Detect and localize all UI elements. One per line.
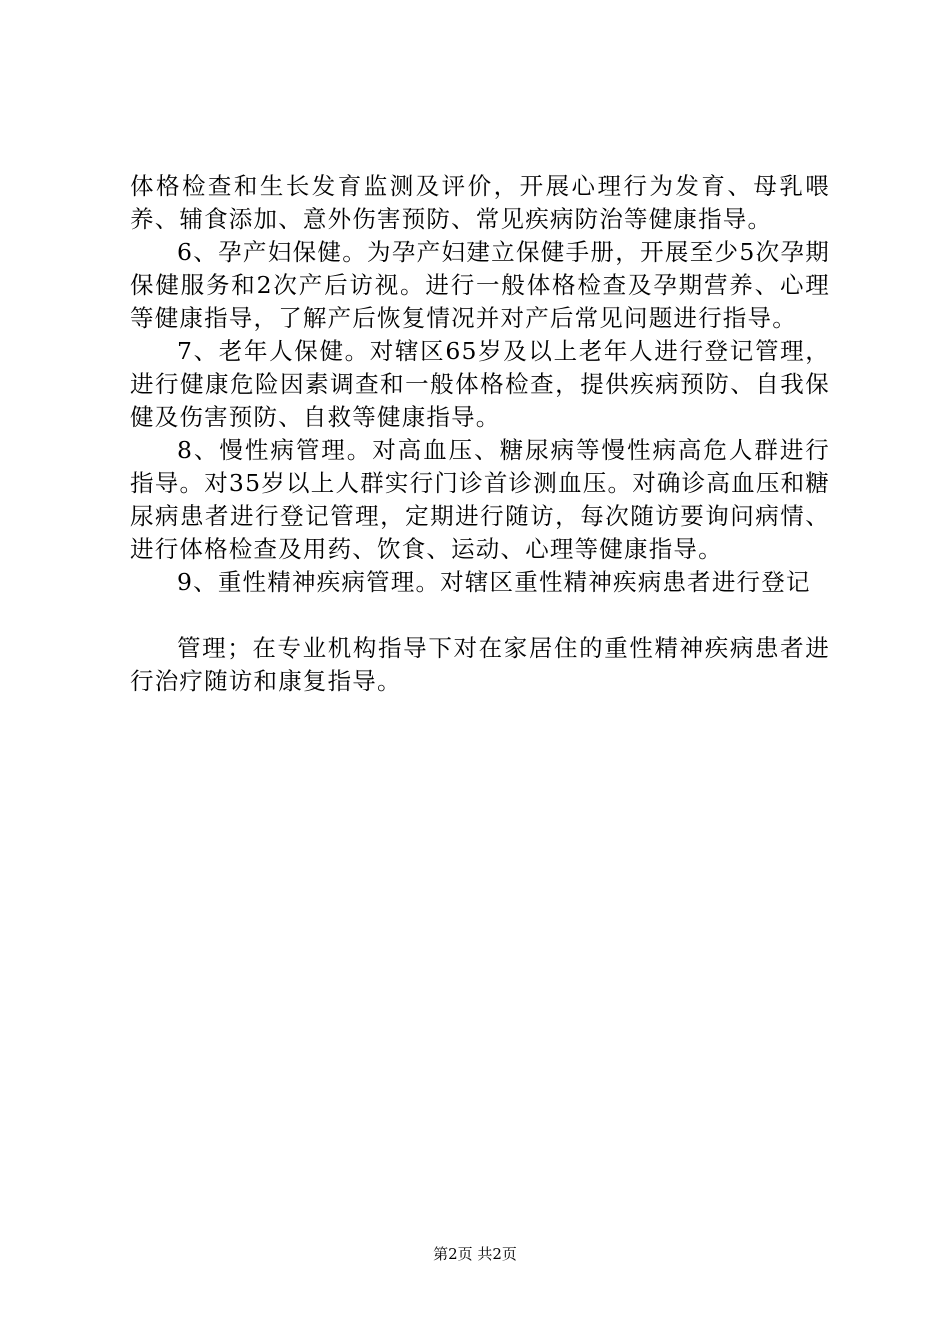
paragraph-mental-illness: 9、重性精神疾病管理。对辖区重性精神疾病患者进行登记 — [177, 568, 811, 596]
paragraph-elderly-health: 7、老年人保健。对辖区65岁及以上老年人进行登记管理，进行健康危险因素调查和一般体格检查，提供疾病预防、自我保健及伤害预防、自救等健康指导。 — [130, 337, 830, 431]
document-body — [130, 170, 830, 698]
paragraph-maternal-health: 6、孕产妇保健。为孕产妇建立保健手册，开展至少5次孕期保健服务和2次产后访视。进行一般体格检查及孕期营养、心理等健康指导，了解产后恢复情况并对产后常见问题进行指导。 — [130, 238, 830, 332]
paragraph-child-health-continued: 体格检查和生长发育监测及评价，开展心理行为发育、母乳喂养、辅食添加、意外伤害预防、常见疾病防治等健康指导。 — [130, 172, 830, 233]
paragraph-mental-illness-continued: 管理；在专业机构指导下对在家居住的重性精神疾病患者进行治疗随访和康复指导。 — [130, 634, 830, 695]
page-number-footer: 第2页 共2页 — [433, 1245, 517, 1263]
paragraph-chronic-disease: 8、慢性病管理。对高血压、糖尿病等慢性病高危人群进行指导。对35岁以上人群实行门诊首诊测血压。对确诊高血压和糖尿病患者进行登记管理，定期进行随访，每次随访要询问病情、进行体格检查及用药、饮食、运动、心理等健康指导。 — [130, 436, 830, 563]
